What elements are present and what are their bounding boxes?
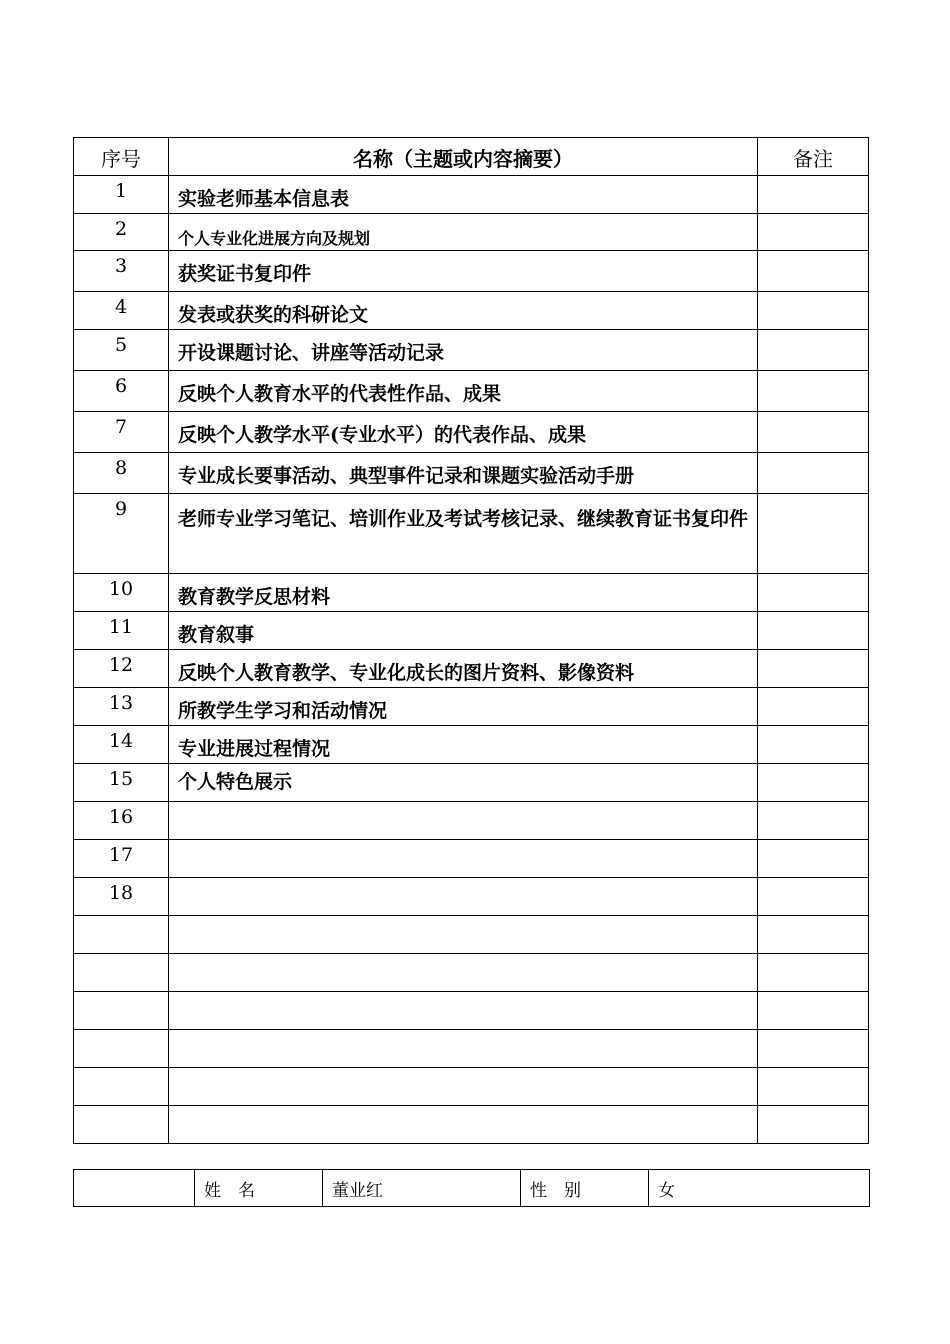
empty-cell: [169, 992, 758, 1030]
table-row: [74, 330, 869, 371]
row-name: [169, 802, 758, 840]
table-row-empty: [74, 1068, 869, 1106]
row-remark: [758, 292, 869, 330]
row-no: 15: [74, 764, 169, 802]
table-row: [74, 688, 869, 726]
table-row: [74, 726, 869, 764]
empty-cell: [169, 916, 758, 954]
gender-value: 女: [649, 1170, 870, 1207]
teacher-info-table: [73, 1169, 870, 1207]
row-remark: [758, 214, 869, 251]
row-name: 反映个人教育水平的代表性作品、成果: [169, 371, 758, 412]
archive-index-table: [73, 137, 869, 1144]
table-row: [74, 574, 869, 612]
row-no: 2: [74, 214, 169, 251]
row-name: 实验老师基本信息表: [169, 176, 758, 214]
empty-cell: [758, 1068, 869, 1106]
empty-cell: [758, 954, 869, 992]
row-no: 6: [74, 371, 169, 412]
row-no: 11: [74, 612, 169, 650]
row-name: [169, 840, 758, 878]
table-row: [74, 176, 869, 214]
row-name: 所教学生学习和活动情况: [169, 688, 758, 726]
table-row: [74, 878, 869, 916]
empty-cell: [74, 916, 169, 954]
table-row-empty: [74, 1030, 869, 1068]
table-header-row: [74, 138, 869, 176]
row-name: [169, 878, 758, 916]
table-row: [74, 453, 869, 494]
row-name: 反映个人教育教学、专业化成长的图片资料、影像资料: [169, 650, 758, 688]
table-row: [74, 612, 869, 650]
name-label: 姓 名: [195, 1170, 323, 1207]
row-name: 开设课题讨论、讲座等活动记录: [169, 330, 758, 371]
gender-label: 性 别: [521, 1170, 649, 1207]
empty-cell: [74, 1068, 169, 1106]
row-remark: [758, 251, 869, 292]
empty-cell: [169, 1030, 758, 1068]
empty-cell: [74, 1106, 169, 1144]
table-row-empty: [74, 992, 869, 1030]
header-name: 名称（主题或内容摘要）: [169, 138, 758, 176]
table-row: [74, 802, 869, 840]
info-blank-cell: [74, 1170, 195, 1207]
row-remark: [758, 650, 869, 688]
row-no: 17: [74, 840, 169, 878]
info-row: [74, 1170, 870, 1207]
row-no: 1: [74, 176, 169, 214]
row-no: 13: [74, 688, 169, 726]
row-name: 专业进展过程情况: [169, 726, 758, 764]
row-remark: [758, 764, 869, 802]
row-remark: [758, 574, 869, 612]
row-no: 16: [74, 802, 169, 840]
empty-cell: [758, 992, 869, 1030]
row-no: 9: [74, 494, 169, 574]
row-name: 个人专业化进展方向及规划: [169, 214, 758, 251]
row-remark: [758, 802, 869, 840]
empty-cell: [74, 992, 169, 1030]
header-remark: 备注: [758, 138, 869, 176]
empty-cell: [169, 954, 758, 992]
row-no: 3: [74, 251, 169, 292]
row-name: 获奖证书复印件: [169, 251, 758, 292]
table-row: [74, 494, 869, 574]
row-name: 个人特色展示: [169, 764, 758, 802]
row-remark: [758, 412, 869, 453]
empty-cell: [758, 1030, 869, 1068]
row-remark: [758, 840, 869, 878]
row-no: 5: [74, 330, 169, 371]
row-no: 10: [74, 574, 169, 612]
table-row: [74, 412, 869, 453]
header-no: 序号: [74, 138, 169, 176]
row-name: 教育叙事: [169, 612, 758, 650]
empty-cell: [74, 954, 169, 992]
table-row: [74, 840, 869, 878]
table-row: [74, 371, 869, 412]
empty-cell: [758, 1106, 869, 1144]
row-remark: [758, 371, 869, 412]
table-row-empty: [74, 1106, 869, 1144]
empty-cell: [758, 916, 869, 954]
empty-cell: [74, 1030, 169, 1068]
row-remark: [758, 330, 869, 371]
row-remark: [758, 878, 869, 916]
row-no: 14: [74, 726, 169, 764]
row-name: 老师专业学习笔记、培训作业及考试考核记录、继续教育证书复印件: [169, 494, 758, 574]
row-remark: [758, 612, 869, 650]
empty-cell: [169, 1068, 758, 1106]
row-name: 专业成长要事活动、典型事件记录和课题实验活动手册: [169, 453, 758, 494]
table-row: [74, 214, 869, 251]
row-remark: [758, 453, 869, 494]
table-row: [74, 292, 869, 330]
row-no: 4: [74, 292, 169, 330]
row-name: 发表或获奖的科研论文: [169, 292, 758, 330]
row-remark: [758, 726, 869, 764]
row-name: 教育教学反思材料: [169, 574, 758, 612]
row-no: 8: [74, 453, 169, 494]
row-remark: [758, 494, 869, 574]
row-no: 12: [74, 650, 169, 688]
table-row-empty: [74, 954, 869, 992]
row-remark: [758, 176, 869, 214]
row-no: 7: [74, 412, 169, 453]
table-row-empty: [74, 916, 869, 954]
table-row: [74, 764, 869, 802]
row-remark: [758, 688, 869, 726]
table-row: [74, 251, 869, 292]
row-no: 18: [74, 878, 169, 916]
row-name: 反映个人教学水平(专业水平）的代表作品、成果: [169, 412, 758, 453]
table-row: [74, 650, 869, 688]
name-value: 董业红: [323, 1170, 521, 1207]
empty-cell: [169, 1106, 758, 1144]
